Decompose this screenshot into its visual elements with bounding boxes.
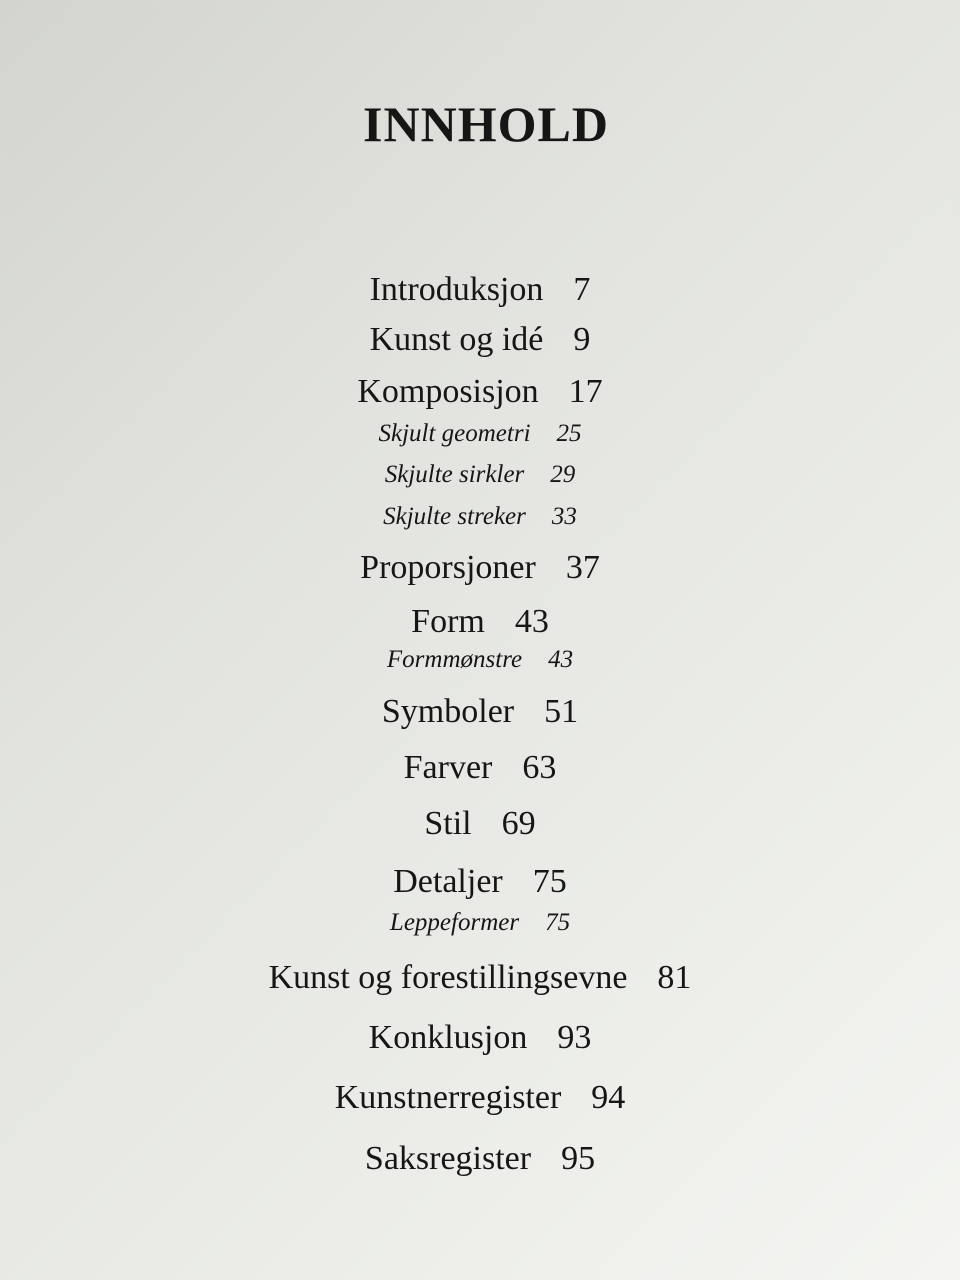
toc-entry-page-number: 94 <box>591 1079 626 1116</box>
toc-entry-label: Kunst og idé <box>369 321 544 358</box>
toc-entry-label: Komposisjon <box>357 373 539 410</box>
toc-entry-label: Proporsjoner <box>360 549 536 586</box>
toc-entry-saksregister <box>0 1137 960 1181</box>
toc-entry-label: Farver <box>403 749 493 786</box>
toc-entry-introduksjon <box>0 268 960 312</box>
toc-entry-label: Saksregister <box>364 1140 532 1177</box>
toc-entry-label: Leppeformer <box>389 909 520 936</box>
toc-entry-label: Stil <box>424 805 472 842</box>
toc-entry-page-number: 37 <box>565 549 600 586</box>
toc-entry-page-number: 63 <box>522 749 557 786</box>
toc-entry-page-number: 75 <box>532 863 567 900</box>
toc-entry-form <box>0 600 960 644</box>
toc-entry-page-number: 9 <box>573 321 591 358</box>
toc-entry-konklusjon <box>0 1016 960 1060</box>
toc-entry-page-number: 51 <box>544 693 579 730</box>
toc-entry-symboler <box>0 690 960 734</box>
toc-subentry-skjulte-streker <box>0 501 960 533</box>
toc-entry-label: Kunst og forestillingsevne <box>268 959 628 996</box>
toc-subentry-leppeformer <box>0 907 960 939</box>
page-title: INNHOLD <box>363 96 609 152</box>
toc-entry-label: Symboler <box>381 693 515 730</box>
toc-entry-page-number: 43 <box>514 603 549 640</box>
toc-subentry-formmonstre <box>0 644 960 676</box>
toc-entry-page-number: 95 <box>561 1140 596 1177</box>
toc-subentry-skjulte-sirkler <box>0 459 960 491</box>
toc-entry-label: Skjulte streker <box>383 503 526 530</box>
toc-entry-label: Konklusjon <box>368 1019 528 1056</box>
toc-entry-page-number: 81 <box>657 959 692 996</box>
toc-entry-kunstnerregister <box>0 1076 960 1120</box>
toc-entry-page-number: 25 <box>556 420 582 447</box>
toc-entry-label: Skjulte sirkler <box>384 461 525 488</box>
toc-entry-page-number: 93 <box>557 1019 592 1056</box>
toc-entry-page-number: 33 <box>551 503 577 530</box>
toc-entry-label: Formmønstre <box>386 646 523 673</box>
toc-subentry-skjult-geometri <box>0 418 960 450</box>
toc-entry-page-number: 7 <box>573 271 591 308</box>
toc-entry-label: Introduksjon <box>369 271 544 308</box>
toc-entry-label: Detaljer <box>393 863 503 900</box>
toc-entry-detaljer <box>0 860 960 904</box>
toc-entry-page-number: 17 <box>568 373 603 410</box>
toc-entry-kunst-og-forestillingsevne <box>0 956 960 1000</box>
toc-entry-proporsjoner <box>0 546 960 590</box>
toc-entry-farver <box>0 746 960 790</box>
toc-entry-page-number: 29 <box>550 461 576 488</box>
toc-entry-label: Form <box>411 603 485 640</box>
toc-entry-page-number: 69 <box>501 805 536 842</box>
toc-entry-komposisjon <box>0 370 960 414</box>
toc-entry-label: Kunstnerregister <box>334 1079 562 1116</box>
toc-entry-stil <box>0 802 960 846</box>
toc-entry-page-number: 43 <box>548 646 574 673</box>
toc-entry-page-number: 75 <box>545 909 571 936</box>
toc-entry-label: Skjult geometri <box>378 420 531 447</box>
toc-entry-kunst-og-ide <box>0 318 960 362</box>
